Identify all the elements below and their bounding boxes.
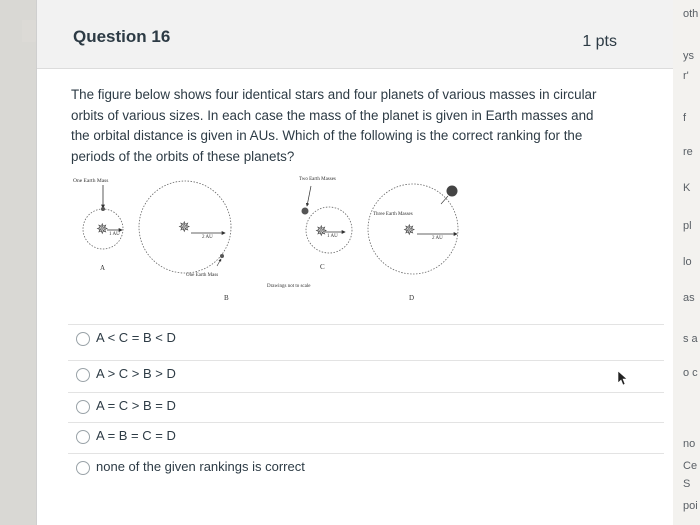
orbit-figure [71,166,481,302]
answer-option-label[interactable]: A > C > B > D [96,366,176,381]
star-icon: ✵ [178,219,191,236]
case-b [139,181,231,302]
sidebar-fragment: f [683,112,687,124]
radio-button[interactable] [76,332,90,346]
case-a-distance: 1 AU [109,232,120,237]
case-c-distance: 1 AU [327,234,338,239]
case-b-distance: 2 AU [202,235,213,240]
sidebar-fragment: S [683,478,691,490]
sidebar-fragment: Ce [683,460,698,472]
answer-option-1[interactable] [68,324,664,355]
right-sidebar [673,0,700,525]
case-b-planet [220,254,224,258]
sidebar-fragment: K [683,182,691,194]
sidebar-fragment: as [683,292,695,304]
answer-option-3[interactable] [68,392,664,423]
answer-option-label[interactable]: A = B = C = D [96,428,176,443]
sidebar-fragment: pl [683,220,692,232]
case-c [267,177,352,289]
case-a-mass: One Earth Mass [73,178,109,184]
mouse-pointer-icon [617,370,629,386]
answer-option-4[interactable] [68,422,664,453]
case-d-letter: D [409,294,415,302]
sidebar-fragment: re [683,146,693,158]
answer-option-2[interactable] [68,360,664,391]
radio-button[interactable] [76,461,90,475]
star-icon: ✵ [96,221,109,238]
star-icon: ✵ [403,222,416,239]
radio-button[interactable] [76,368,90,382]
sidebar-fragment: oth [683,8,699,20]
case-d [368,184,458,302]
question-header [37,0,673,69]
question-title: Question 16 [73,27,171,46]
scale-note: Drawings not to scale [267,284,311,289]
question-card [36,0,673,525]
sidebar-fragment: ys [683,50,694,62]
left-panel-edge [0,0,36,525]
question-points: 1 pts [582,33,617,50]
case-c-letter: C [320,263,325,271]
case-a-planet [101,207,105,211]
case-c-mass: Two Earth Masses [299,177,336,182]
case-a-letter: A [100,264,106,272]
case-d-distance: 2 AU [432,236,443,241]
sidebar-fragment: lo [683,256,692,268]
sidebar-fragment: no [683,438,696,450]
case-d-planet [447,186,458,197]
answer-option-label[interactable]: A < C = B < D [96,330,176,345]
sidebar-fragment: s a [683,333,698,345]
sidebar-fragment: r' [683,70,689,82]
case-d-mass: Three Earth Masses [373,212,413,217]
sidebar-fragment: o c [683,367,698,379]
case-b-letter: B [224,294,229,302]
answer-option-label[interactable]: none of the given rankings is correct [96,459,305,474]
answer-option-5[interactable] [68,453,664,484]
sidebar-fragment: poi [683,500,698,512]
star-icon: ✵ [315,223,328,240]
case-c-planet [302,208,309,215]
case-b-mass: One Earth Mass [186,273,219,278]
case-a [73,178,123,272]
answer-option-label[interactable]: A = C > B = D [96,398,176,413]
question-text: The figure below shows four identical stars and four planets of various masses in circular orbits of various sizes. In each case the mass of the planet is given in Earth masses and the orbital distance is given in AUs. Which of the following is the correct ranking for the periods of the orbits of these planets? [71,87,597,164]
radio-button[interactable] [76,400,90,414]
radio-button[interactable] [76,430,90,444]
